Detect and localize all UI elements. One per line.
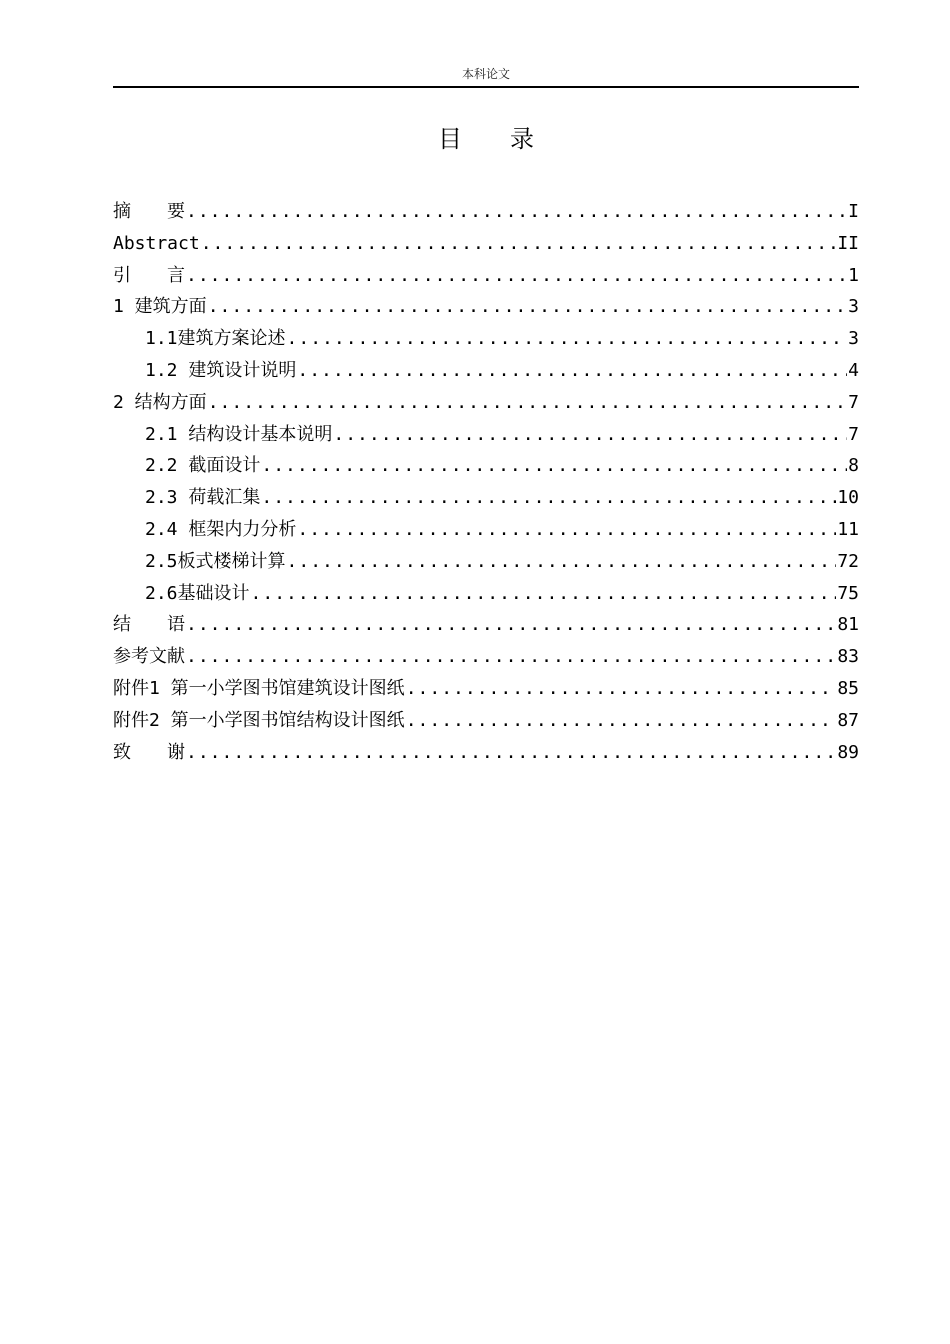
- toc-entry-page: 7: [848, 423, 859, 445]
- toc-entry-label: 引 言: [113, 264, 185, 286]
- toc-entry-section-2-1[interactable]: [113, 419, 859, 451]
- toc-entry-section-2-4[interactable]: [113, 514, 859, 546]
- toc-entry-page: 81: [837, 614, 859, 636]
- toc-entry-page: 1: [848, 264, 859, 286]
- toc-entry-appendix-1[interactable]: [113, 673, 859, 705]
- toc-entry-abstract-en[interactable]: [113, 228, 859, 260]
- toc-entry-label: 2 结构方面: [113, 391, 207, 413]
- toc-entry-section-2-5[interactable]: [113, 546, 859, 578]
- toc-entry-page: 75: [837, 582, 859, 604]
- toc-entry-references[interactable]: [113, 641, 859, 673]
- toc-entry-acknowledgements[interactable]: [113, 737, 859, 769]
- toc-entry-introduction[interactable]: [113, 260, 859, 292]
- toc-entry-label: 2.6基础设计: [145, 582, 250, 604]
- toc-entry-page: 87: [837, 709, 859, 731]
- toc-dot-leader: [261, 450, 847, 482]
- toc-dot-leader: [297, 355, 847, 387]
- toc-entry-label: 2.1 结构设计基本说明: [145, 423, 333, 445]
- toc-entry-abstract-cn[interactable]: [113, 196, 859, 228]
- toc-dot-leader: [208, 291, 847, 323]
- toc-entry-page: 10: [837, 487, 859, 509]
- toc-entry-page: 85: [837, 677, 859, 699]
- toc-entry-page: 11: [837, 518, 859, 540]
- toc-entry-section-2-6[interactable]: [113, 578, 859, 610]
- toc-dot-leader: [287, 546, 837, 578]
- table-of-contents: [113, 196, 859, 768]
- toc-entry-label: 1.1建筑方案论述: [145, 328, 286, 350]
- toc-entry-section-2-2[interactable]: [113, 450, 859, 482]
- toc-entry-label: 结 语: [113, 614, 185, 636]
- toc-entry-appendix-2[interactable]: [113, 705, 859, 737]
- toc-entry-conclusion[interactable]: [113, 609, 859, 641]
- toc-entry-page: 7: [848, 391, 859, 413]
- toc-entry-label: 1.2 建筑设计说明: [145, 359, 297, 381]
- toc-entry-label: 致 谢: [113, 741, 185, 763]
- toc-dot-leader: [297, 514, 836, 546]
- toc-entry-page: 3: [848, 296, 859, 318]
- toc-entry-section-1-2[interactable]: [113, 355, 859, 387]
- toc-entry-page: II: [837, 232, 859, 254]
- toc-title: 目 录: [438, 125, 534, 153]
- toc-entry-label: 2.4 框架内力分析: [145, 518, 297, 540]
- toc-entry-label: 附件2 第一小学图书馆结构设计图纸: [113, 709, 405, 731]
- toc-dot-leader: [186, 609, 836, 641]
- toc-dot-leader: [186, 737, 836, 769]
- header-text: 本科论文: [461, 67, 510, 81]
- toc-dot-leader: [186, 260, 847, 292]
- toc-entry-label: 2.5板式楼梯计算: [145, 550, 286, 572]
- toc-dot-leader: [287, 323, 848, 355]
- toc-entry-section-1-1[interactable]: [113, 323, 859, 355]
- toc-dot-leader: [201, 228, 837, 260]
- toc-entry-label: 参考文献: [113, 646, 185, 668]
- toc-entry-page: I: [848, 201, 859, 222]
- toc-dot-leader: [186, 196, 847, 228]
- toc-entry-label: 附件1 第一小学图书馆建筑设计图纸: [113, 677, 405, 699]
- toc-entry-label: Abstract: [113, 232, 200, 254]
- toc-entry-label: 1 建筑方面: [113, 296, 207, 318]
- toc-dot-leader: [261, 482, 836, 514]
- toc-dot-leader: [208, 387, 847, 419]
- toc-entry-chapter-2[interactable]: [113, 387, 859, 419]
- toc-dot-leader: [333, 419, 847, 451]
- toc-entry-page: 83: [837, 646, 859, 668]
- toc-entry-label: 摘 要: [113, 201, 185, 222]
- toc-entry-page: 89: [837, 741, 859, 763]
- toc-entry-page: 72: [837, 550, 859, 572]
- toc-entry-section-2-3[interactable]: [113, 482, 859, 514]
- toc-dot-leader: [406, 673, 837, 705]
- toc-entry-label: 2.3 荷载汇集: [145, 487, 261, 509]
- page-header: [113, 66, 859, 88]
- toc-dot-leader: [251, 578, 837, 610]
- toc-entry-page: 3: [848, 328, 859, 350]
- toc-entry-page: 8: [848, 455, 859, 477]
- toc-entry-page: 4: [848, 359, 859, 381]
- toc-dot-leader: [186, 641, 836, 673]
- toc-dot-leader: [406, 705, 837, 737]
- toc-entry-chapter-1[interactable]: [113, 291, 859, 323]
- toc-entry-label: 2.2 截面设计: [145, 455, 261, 477]
